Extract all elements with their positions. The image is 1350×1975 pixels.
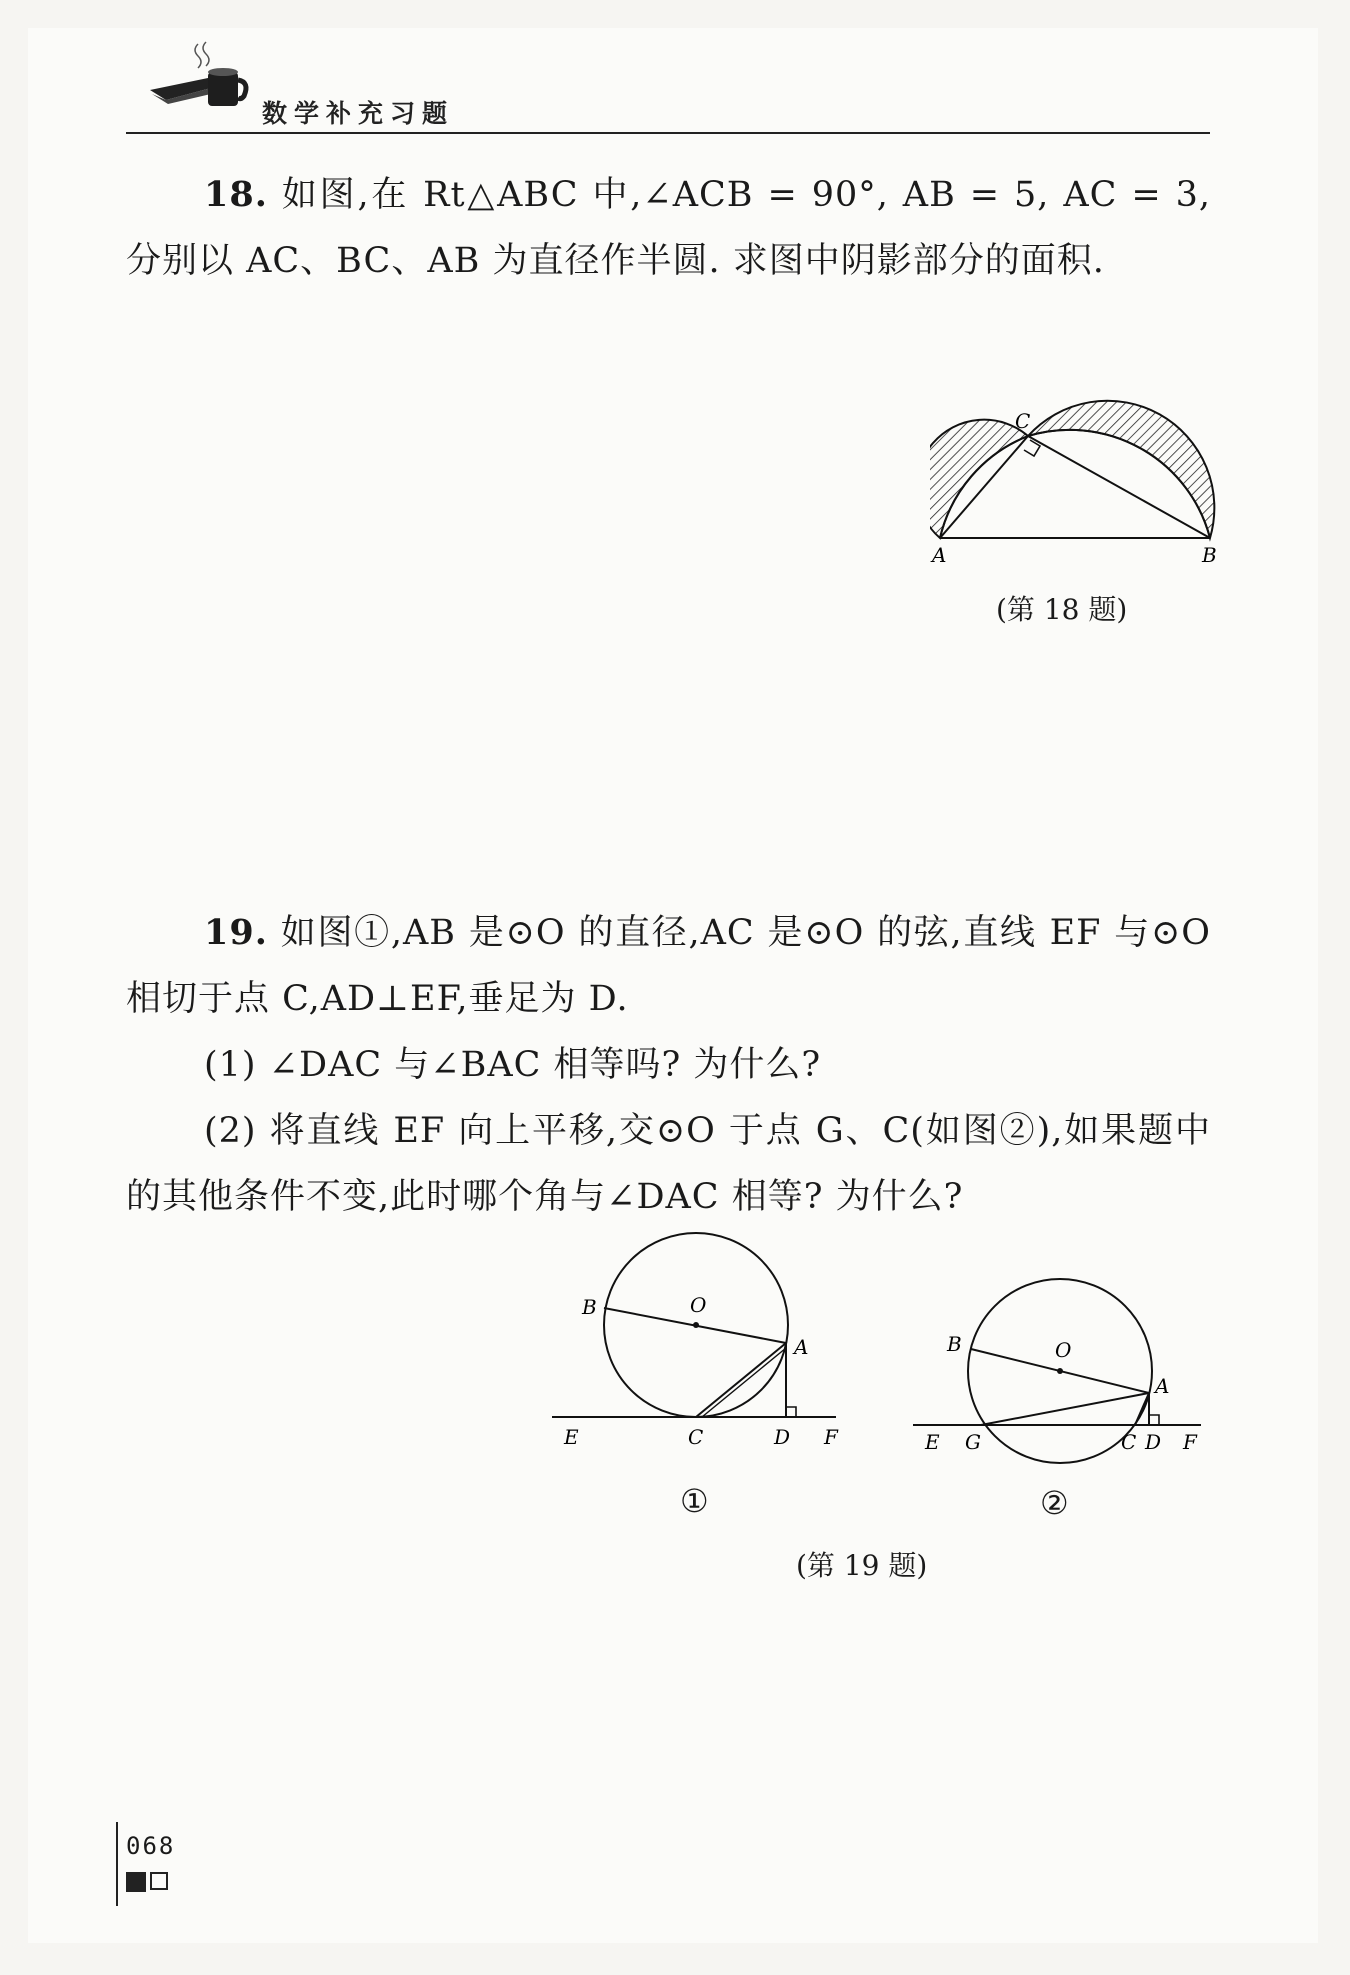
q18-figure	[930, 380, 1220, 570]
f2-label-b: B	[947, 1332, 962, 1356]
f1-label-d: D	[774, 1425, 791, 1449]
header-title: 数学补充习题	[262, 99, 455, 128]
q19-block	[126, 900, 1211, 1230]
header-rule	[126, 132, 1210, 134]
f1-label-e: E	[564, 1425, 579, 1449]
q19-figure-1	[550, 1230, 850, 1460]
center-point-2	[1057, 1368, 1063, 1374]
label-b: B	[1202, 543, 1217, 567]
f2-label-o: O	[1055, 1338, 1072, 1362]
q19-number: 19.	[204, 912, 268, 953]
f2-label-a: A	[1155, 1374, 1170, 1398]
book-and-cup-icon	[146, 38, 256, 118]
f2-label-d: D	[1145, 1430, 1162, 1454]
label-a: A	[932, 543, 947, 567]
f2-label-e: E	[925, 1430, 940, 1454]
f1-label-o: O	[690, 1293, 707, 1317]
q19-figure-2	[905, 1265, 1215, 1465]
f2-label-c: C	[1121, 1430, 1137, 1454]
f2-label-f: F	[1183, 1430, 1197, 1454]
chord-ac-b	[1135, 1393, 1149, 1425]
fig1-marker: ①	[680, 1482, 709, 1520]
q18-caption: (第 18 题)	[996, 593, 1128, 626]
f1-label-b: B	[582, 1295, 597, 1319]
q19-caption: (第 19 题)	[796, 1549, 928, 1582]
chord-ag	[981, 1393, 1149, 1425]
q18-number: 18.	[204, 174, 268, 215]
right-angle-d	[786, 1407, 796, 1417]
f1-label-c: C	[688, 1425, 704, 1449]
header	[126, 38, 1210, 134]
center-point	[693, 1322, 699, 1328]
q19-part1: (1) ∠DAC 与∠BAC 相等吗? 为什么?	[204, 1045, 822, 1085]
shade-right	[1028, 401, 1214, 538]
page-number-bar	[116, 1822, 118, 1906]
q18-text: 如图,在 Rt△ABC 中,∠ACB = 90°, AB = 5, AC = 3,分别以 AC、BC、AB 为直径作半圆. 求图中阴影部分的面积.	[126, 175, 1211, 281]
fig2-marker: ②	[1040, 1484, 1069, 1522]
page-number: 068	[126, 1832, 176, 1860]
q18-block	[126, 162, 1211, 294]
f1-label-a: A	[794, 1335, 809, 1359]
label-c: C	[1015, 409, 1031, 433]
q19-text: 如图①,AB 是⊙O 的直径,AC 是⊙O 的弦,直线 EF 与⊙O 相切于点 C,AD⊥EF,垂足为 D.	[126, 913, 1211, 1019]
q19-part2: (2) 将直线 EF 向上平移,交⊙O 于点 G、C(如图②),如果题中的其他条件不变,此时哪个角与∠DAC 相等? 为什么?	[126, 1111, 1211, 1217]
right-angle-d-2	[1149, 1415, 1159, 1425]
empty-square-icon	[150, 1872, 168, 1890]
chord-ac-2	[702, 1348, 786, 1417]
f2-label-g: G	[965, 1430, 981, 1454]
filled-square-icon	[126, 1872, 146, 1892]
f1-label-f: F	[824, 1425, 838, 1449]
